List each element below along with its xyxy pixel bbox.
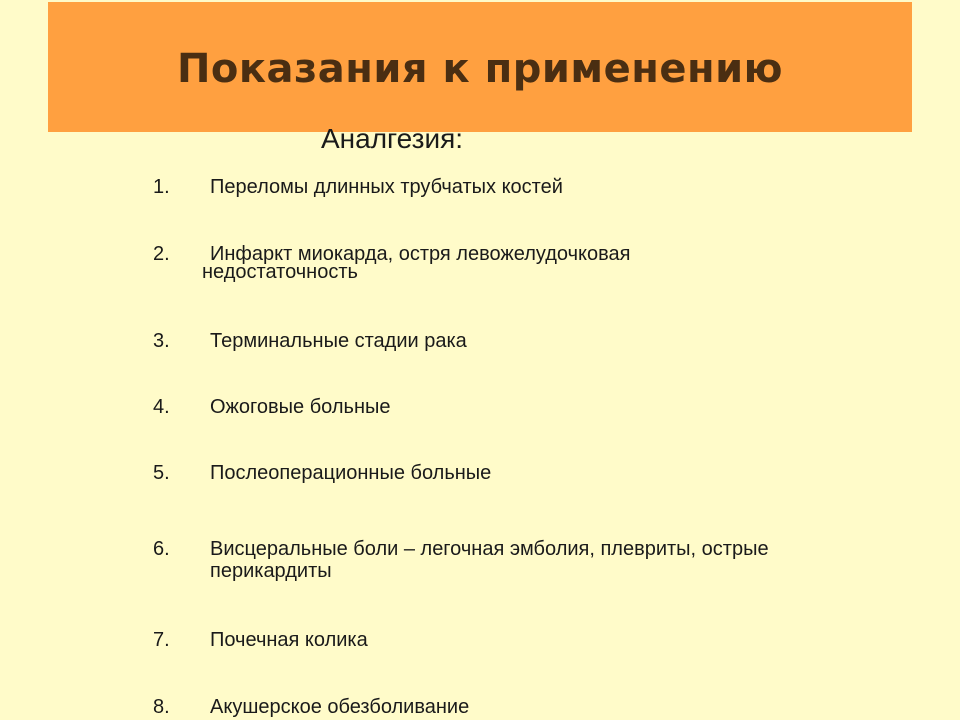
list-item-line: Ожоговые больные <box>210 396 391 418</box>
list-item-text <box>210 396 910 418</box>
slide-subtitle: Аналгезия: <box>321 123 464 154</box>
slide-title: Показания к применению <box>176 46 784 92</box>
list-item-text <box>210 538 910 582</box>
title-banner <box>48 2 912 132</box>
list-item-text <box>210 629 910 651</box>
list-item-line: Переломы длинных трубчатых костей <box>210 176 563 198</box>
list-item-line: Послеоперационные больные <box>210 462 492 484</box>
list-item-text <box>202 243 910 283</box>
list-item-line: Висцеральные боли – легочная эмболия, плевриты, острые <box>210 538 769 560</box>
list-item-number: 2. <box>153 243 170 265</box>
list-item-number: 1. <box>153 176 170 198</box>
list-item-line-continuation: недостаточность <box>202 261 358 283</box>
list-item-text <box>210 462 910 484</box>
list-item-number: 6. <box>153 538 170 560</box>
list-item-number: 8. <box>153 696 170 718</box>
list-item-line: Терминальные стадии рака <box>210 330 467 352</box>
list-item-number: 3. <box>153 330 170 352</box>
list-item-number: 5. <box>153 462 170 484</box>
list-item-number: 7. <box>153 629 170 651</box>
list-item-text <box>210 330 910 352</box>
list-item-line-continuation: перикардиты <box>210 560 332 582</box>
list-item-line: Почечная колика <box>210 629 368 651</box>
list-item-line: Акушерское обезболивание <box>210 696 470 718</box>
list-item-line: Инфаркт миокарда, остря левожелудочковая <box>210 243 631 265</box>
list-item-text <box>210 696 910 718</box>
list-item-number: 4. <box>153 396 170 418</box>
list-item-text <box>210 176 910 198</box>
